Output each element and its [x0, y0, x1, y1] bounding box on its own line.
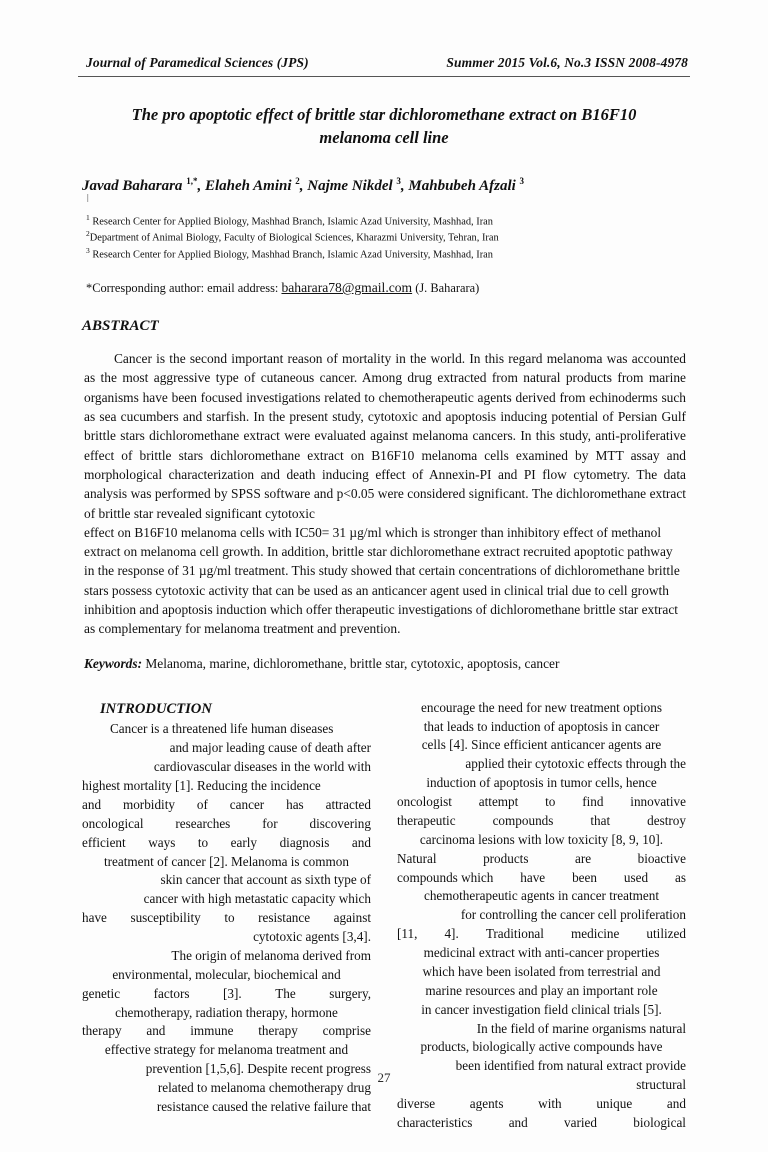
text-word: [11,: [397, 926, 418, 942]
text-word: diagnosis: [279, 834, 330, 850]
text-line: cells [4]. Since efficient anticancer agents are: [421, 737, 662, 753]
text-word: diverse: [397, 1096, 436, 1111]
author-sep-2: ,: [299, 177, 308, 194]
text-word: and: [351, 834, 371, 850]
page-number: 27: [377, 1070, 391, 1085]
text-word: used: [623, 869, 649, 885]
text-line: that leads to induction of apoptosis in cancer: [423, 718, 660, 734]
author-sep-3: ,: [400, 177, 409, 194]
text-word: destroy: [647, 812, 686, 828]
corresponding-author-suffix: (J. Baharara): [415, 281, 480, 296]
text-line: in cancer investigation field clinical trials [5].: [421, 1001, 662, 1017]
text-word: Traditional: [485, 926, 544, 942]
text-word: efficient: [82, 834, 126, 850]
affiliation-1: [86, 213, 690, 230]
author-2-affiliation-marker: 2: [295, 175, 300, 186]
author-sep-1: ,: [197, 177, 205, 194]
text-word: attempt: [478, 794, 519, 809]
text-word: to: [197, 834, 209, 850]
text-line: [397, 812, 686, 831]
text-line: cardiovascular diseases in the world with: [153, 759, 371, 775]
text-word: has: [286, 796, 304, 812]
text-word: and: [82, 796, 102, 812]
text-line: [397, 793, 686, 812]
text-line: [82, 834, 371, 853]
text-word: medicine: [571, 926, 620, 942]
abstract-body: [78, 349, 690, 638]
text-line: which have been isolated from terrestrial and: [422, 963, 661, 979]
abstract-paragraph-tail: effect on B16F10 melanoma cells with IC50= 31 µg/ml which is stronger than inhibitory effect of methanol extract on melanoma cell growth. In addition, brittle star dichloromethane extract recruited apoptotic pathway in the response of 31 µg/ml treatment. This study showed that certain concentrations of dichloromethane brittle stars possess cytotoxic activity that can be used as an anticancer agent used in clinical trial due to cell growth inhibition and apoptosis induction which offer therapeutic investigations of dichloromethane brittle star extract as complementary for melanoma treatment and prevention.: [84, 524, 680, 637]
text-word: agents: [469, 1096, 504, 1111]
author-1-affiliation-marker: 1,*: [186, 175, 198, 186]
text-word: innovative: [630, 794, 686, 809]
text-word: biological: [633, 1114, 686, 1130]
body-columns: [78, 699, 690, 1133]
text-line: [82, 909, 371, 928]
section-heading-introduction: INTRODUCTION: [100, 700, 212, 717]
text-word: for: [262, 815, 278, 831]
text-word: as: [674, 869, 686, 885]
text-word: have: [520, 869, 546, 885]
text-line: been identified from natural extract provide: [455, 1058, 686, 1074]
text-word: cancer: [229, 796, 265, 812]
text-line: [397, 1114, 686, 1133]
text-line: The origin of melanoma derived from: [171, 947, 371, 963]
text-line: environmental, molecular, biochemical and: [112, 966, 341, 982]
text-line: products, biologically active compounds have: [420, 1039, 663, 1055]
introduction-right-text: [397, 699, 686, 1133]
page-content: [78, 55, 690, 1133]
text-word: utilized: [646, 926, 686, 942]
text-word: therapy: [258, 1023, 298, 1039]
running-head: [78, 55, 690, 77]
text-line: and major leading cause of death after: [169, 740, 371, 756]
text-word: and: [508, 1114, 528, 1130]
column-left: [82, 699, 371, 1133]
text-word: unique: [596, 1096, 633, 1111]
text-line: In the field of marine organisms natural: [476, 1020, 686, 1036]
text-line: [397, 1095, 686, 1114]
author-2-name: Elaheh Amini: [204, 177, 296, 194]
text-word: susceptibility: [130, 910, 201, 926]
text-word: factors: [153, 985, 190, 1001]
author-1-name: Javad Baharara: [82, 177, 187, 194]
text-line: skin cancer that account as sixth type of: [160, 872, 371, 888]
text-line: induction of apoptosis in tumor cells, hence: [426, 775, 657, 791]
text-word: characteristics: [397, 1114, 473, 1130]
author-4-name: Mahbubeh Afzali: [408, 177, 520, 194]
text-word: attracted: [325, 796, 371, 812]
text-line: chemotherapy, radiation therapy, hormone: [115, 1004, 338, 1020]
text-word: been: [572, 869, 597, 885]
journal-name: Journal of Paramedical Sciences (JPS): [86, 55, 309, 70]
text-word: that: [590, 812, 611, 828]
text-word: surgery,: [329, 985, 371, 1001]
text-line: carcinoma lesions with low toxicity [8, 9, 10].: [419, 831, 664, 847]
article-title: [112, 104, 657, 150]
abstract-paragraph: Cancer is the second important reason of mortality in the world. In this regard melanoma was accounted as the most aggressive type of cutaneous cancer. Among drug extracted from natural products from marine organisms have been focused investigations related to chemotherapeutic agents derived from echinoderms such as sea cucumbers and starfish. In the present study, cytotoxic and apoptosis inducing potential of Persian Gulf brittle stars dichloromethane extract were evaluated against melanoma cancers. In this study, anti-proliferative effect of brittle stars dichloromethane extract on B16F10 melanoma cells examined by MTT assay and morphological characterization and death inducing effect of Annexin-PI and PI flow cytometry. The data analysis was performed by SPSS software and p<0.05 were considered significant. The dichloromethane extract of brittle star revealed significant cytotoxic: [84, 351, 686, 521]
text-line: [82, 1022, 371, 1041]
text-line: [397, 850, 686, 869]
text-word: bioactive: [637, 850, 686, 866]
text-word: compounds which: [397, 869, 494, 885]
text-word: The: [275, 985, 296, 1001]
text-line: effective strategy for melanoma treatment and: [104, 1042, 349, 1058]
text-line: chemotherapeutic agents in cancer treatment: [423, 888, 660, 904]
affiliation-1-marker: 1: [86, 212, 90, 222]
text-word: genetic: [82, 985, 121, 1001]
text-word: ways: [148, 834, 176, 850]
affiliation-1-text: Research Center for Applied Biology, Mashhad Branch, Islamic Azad University, Mashhad, Iran: [92, 216, 493, 227]
text-line: [397, 869, 686, 888]
affiliation-3: [86, 246, 690, 263]
text-line: applied their cytotoxic effects through the: [465, 756, 686, 772]
scan-artifact-mark: |: [87, 192, 89, 202]
text-word: therapeutic: [397, 812, 456, 828]
text-word: 4].: [444, 926, 459, 942]
text-line: for controlling the cancer cell proliferation: [460, 907, 686, 923]
journal-issue: Summer 2015 Vol.6, No.3 ISSN 2008-4978: [446, 55, 688, 70]
text-line: highest mortality [1]. Reducing the incidence: [82, 778, 321, 794]
text-word: and: [666, 1096, 686, 1111]
corresponding-author-email[interactable]: baharara78@gmail.com: [281, 280, 413, 296]
author-list: [78, 176, 690, 202]
text-line: related to melanoma chemotherapy drug: [157, 1080, 371, 1096]
keywords: [78, 656, 690, 672]
text-word: early: [230, 834, 258, 850]
keywords-value: Melanoma, marine, dichloromethane, brittle star, cytotoxic, apoptosis, cancer: [145, 655, 560, 671]
author-4-affiliation-marker: 3: [519, 175, 525, 186]
column-right: [397, 699, 686, 1133]
text-word: Natural: [397, 850, 437, 866]
author-3-affiliation-marker: 3: [396, 175, 401, 186]
text-line: marine resources and play an important role: [425, 982, 658, 998]
text-word: immune: [190, 1023, 234, 1039]
text-word: and: [146, 1023, 166, 1039]
article-title-line-2: melanoma cell line: [319, 127, 449, 147]
text-word: [3].: [223, 985, 242, 1001]
text-word: find: [582, 794, 604, 809]
text-word: of: [196, 796, 208, 812]
text-word: varied: [564, 1114, 597, 1130]
text-word: to: [224, 910, 235, 926]
text-word: oncologist: [397, 794, 452, 809]
affiliation-3-marker: 3: [86, 245, 90, 255]
text-word: therapy: [82, 1023, 122, 1039]
text-line: cancer with high metastatic capacity which: [143, 891, 371, 907]
text-line: cytotoxic agents [3,4].: [253, 929, 371, 945]
text-word: discovering: [309, 815, 371, 831]
text-word: are: [575, 850, 592, 866]
text-word: morbidity: [122, 796, 175, 812]
abstract-heading: ABSTRACT: [82, 318, 159, 335]
text-word: oncological: [82, 815, 144, 831]
text-line: [82, 796, 371, 815]
text-word: resistance: [258, 910, 311, 926]
text-word: products: [483, 850, 529, 866]
text-line: resistance caused the relative failure that: [156, 1098, 371, 1114]
affiliation-3-text: Research Center for Applied Biology, Mashhad Branch, Islamic Azad University, Mashhad, Iran: [92, 249, 493, 261]
affiliation-list: [78, 213, 690, 263]
text-line: encourage the need for new treatment options: [421, 699, 662, 715]
text-word: comprise: [322, 1023, 371, 1039]
article-title-line-1: The pro apoptotic effect of brittle star dichloromethane extract on B16F10: [131, 105, 637, 124]
text-word: compounds: [492, 812, 554, 828]
text-line: treatment of cancer [2]. Melanoma is common: [104, 853, 349, 869]
affiliation-2-marker: 2: [86, 229, 90, 239]
text-word: researches: [175, 815, 231, 831]
text-word: with: [538, 1096, 562, 1111]
author-3-name: Najme Nikdel: [307, 177, 397, 194]
text-line: [82, 815, 371, 834]
corresponding-author-label: *Corresponding author: email address:: [86, 281, 279, 296]
text-line: prevention [1,5,6]. Despite recent progress: [145, 1061, 371, 1077]
text-word: to: [545, 794, 556, 809]
keywords-label: Keywords:: [84, 655, 143, 671]
introduction-left-text: [82, 720, 371, 1116]
corresponding-author: [78, 280, 690, 296]
affiliation-2-text: Department of Animal Biology, Faculty of Biological Sciences, Kharazmi University, Tehran, Iran: [89, 232, 499, 244]
text-line: [82, 985, 371, 1004]
text-word: have: [82, 910, 107, 926]
text-word: against: [333, 910, 371, 926]
text-line: structural: [636, 1077, 686, 1093]
affiliation-2: [86, 229, 690, 246]
text-line: [397, 925, 686, 944]
text-line: medicinal extract with anti-cancer properties: [423, 945, 660, 960]
text-line: Cancer is a threatened life human diseases: [110, 721, 334, 737]
